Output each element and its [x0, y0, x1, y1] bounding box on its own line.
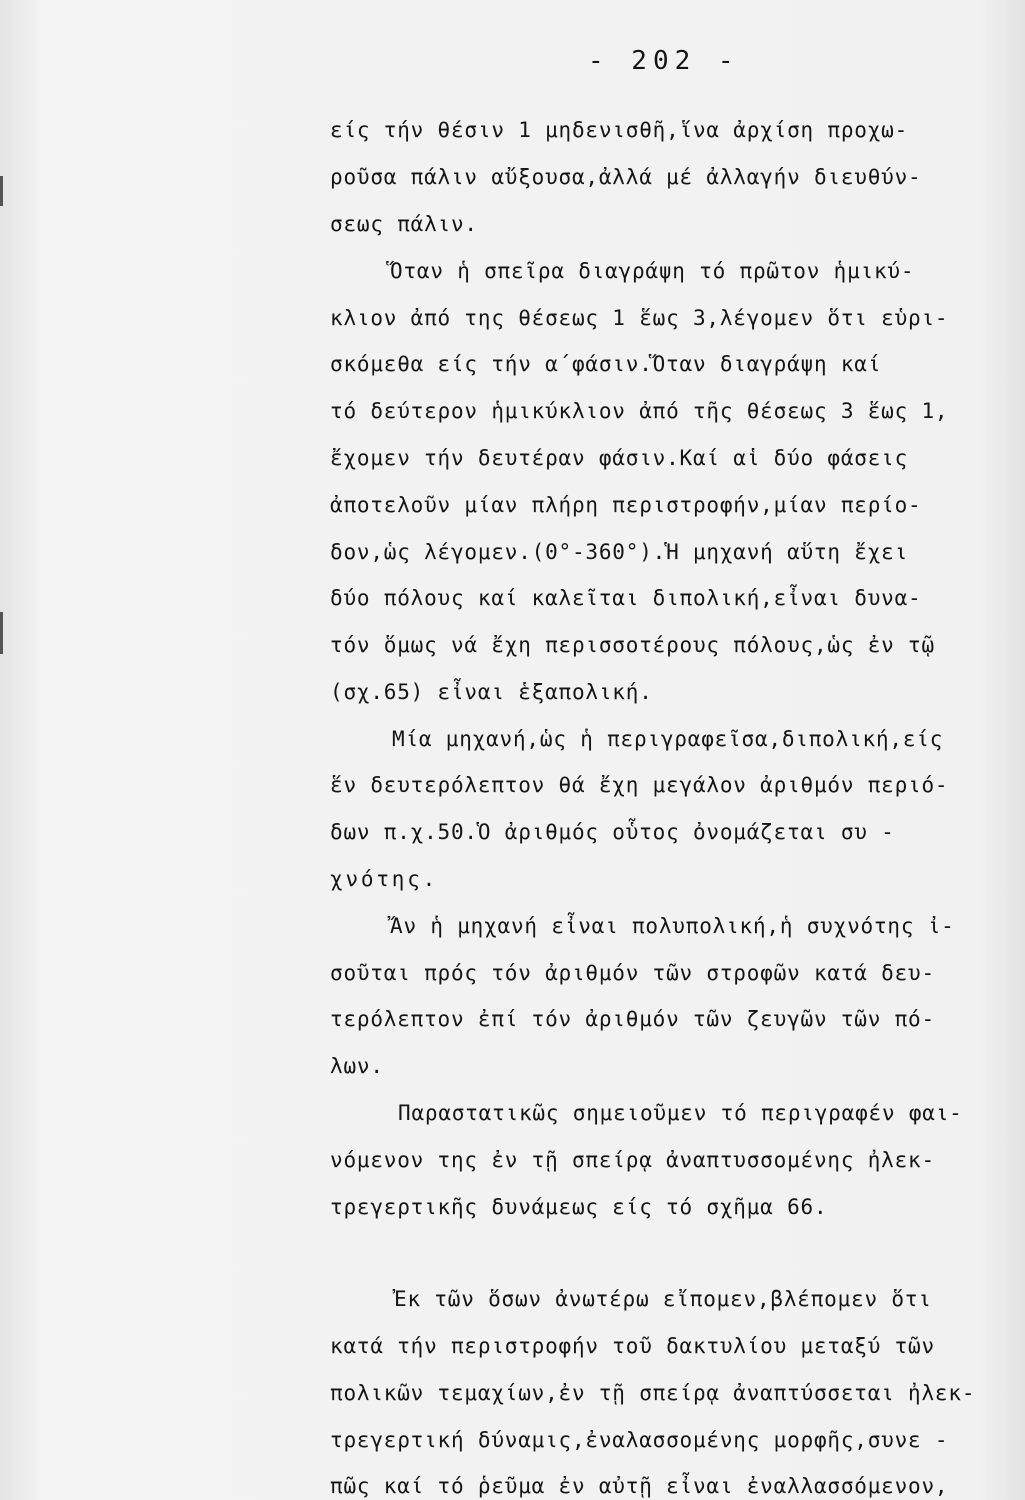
text-line: δύο πόλους καί καλεῖται διπολική,εἶναι δυνα- — [330, 586, 922, 610]
text-line: πῶς καί τό ῥεῦμα ἐν αὐτῇ εἶναι ἐναλλασσόμενον, — [330, 1474, 949, 1498]
text-line: δον,ὡς λέγομεν.(0°-360°).Ἡ μηχανή αὕτη ἔχει — [330, 540, 909, 564]
text-line: χνότης. — [330, 867, 439, 891]
text-line: τρεγερτικῆς δυνάμεως είς τό σχῆμα 66. — [330, 1195, 828, 1219]
text-line: ἔχομεν τήν δευτέραν φάσιν.Καί αἱ δύο φάσεις — [330, 446, 909, 470]
text-line: σκόμεθα είς τήν α΄φάσιν.Ὅταν διαγράψη καί — [330, 352, 882, 376]
page-edge-mark — [0, 612, 3, 654]
text-line: τόν ὅμως νά ἔχη περισσοτέρους πόλους,ὡς ἐν τῷ — [330, 633, 935, 657]
text-line: είς τήν θέσιν 1 μηδενισθῆ,ἵνα ἀρχίση προχω- — [330, 118, 909, 142]
text-line: Παραστατικῶς σημειοῦμεν τό περιγραφέν φαι- — [398, 1101, 963, 1125]
text-line: (σχ.65) εἶναι ἑξαπολική. — [330, 680, 653, 704]
text-line: ἕν δευτερόλεπτον θά ἔχη μεγάλον ἀριθμόν περιό- — [330, 773, 949, 797]
page-edge-mark — [0, 176, 3, 206]
text-line: τερόλεπτον ἐπί τόν ἀριθμόν τῶν ζευγῶν τῶν πό- — [330, 1007, 935, 1031]
text-line: δων π.χ.50.Ὁ ἀριθμός οὗτος ὀνομάζεται συ - — [330, 820, 895, 844]
text-line: Μία μηχανή,ὡς ἡ περιγραφεῖσα,διπολική,είς — [392, 727, 944, 751]
text-line: νόμενον της ἐν τῇ σπείρᾳ ἀναπτυσσομένης ἠλεκ- — [330, 1148, 935, 1172]
text-line: ροῦσα πάλιν αὔξουσα,ἀλλά μέ ἀλλαγήν διευθύν- — [330, 165, 922, 189]
text-line: λων. — [330, 1054, 384, 1078]
text-line: κλιον ἀπό της θέσεως 1 ἕως 3,λέγομεν ὅτι εὑρι- — [330, 306, 949, 330]
text-line: ἀποτελοῦν μίαν πλήρη περιστροφήν,μίαν περίο- — [330, 493, 922, 517]
text-line: Ἄν ἡ μηχανή εἶναι πολυπολική,ἡ συχνότης ἰ- — [390, 914, 955, 938]
text-line: Ἐκ τῶν ὅσων ἀνωτέρω εἴπομεν,βλέπομεν ὅτι — [394, 1287, 932, 1311]
text-line: σοῦται πρός τόν ἀριθμόν τῶν στροφῶν κατά δευ- — [330, 961, 935, 985]
text-line: τό δεύτερον ἡμικύκλιον ἀπό τῆς θέσεως 3 ἕως 1, — [330, 399, 949, 423]
text-line: πολικῶν τεμαχίων,ἐν τῇ σπείρᾳ ἀναπτύσσεται ἠλεκ- — [330, 1381, 976, 1405]
text-line: σεως πάλιν. — [330, 212, 478, 236]
text-line: τρεγερτική δύναμις,ἐναλασσομένης μορφῆς,συνε - — [330, 1428, 949, 1452]
page-number: - 202 - — [588, 46, 740, 76]
text-line: Ὅταν ἡ σπεῖρα διαγράψη τό πρῶτον ἡμικύ- — [390, 259, 915, 283]
text-line: κατά τήν περιστροφήν τοῦ δακτυλίου μεταξύ τῶν — [330, 1334, 935, 1358]
